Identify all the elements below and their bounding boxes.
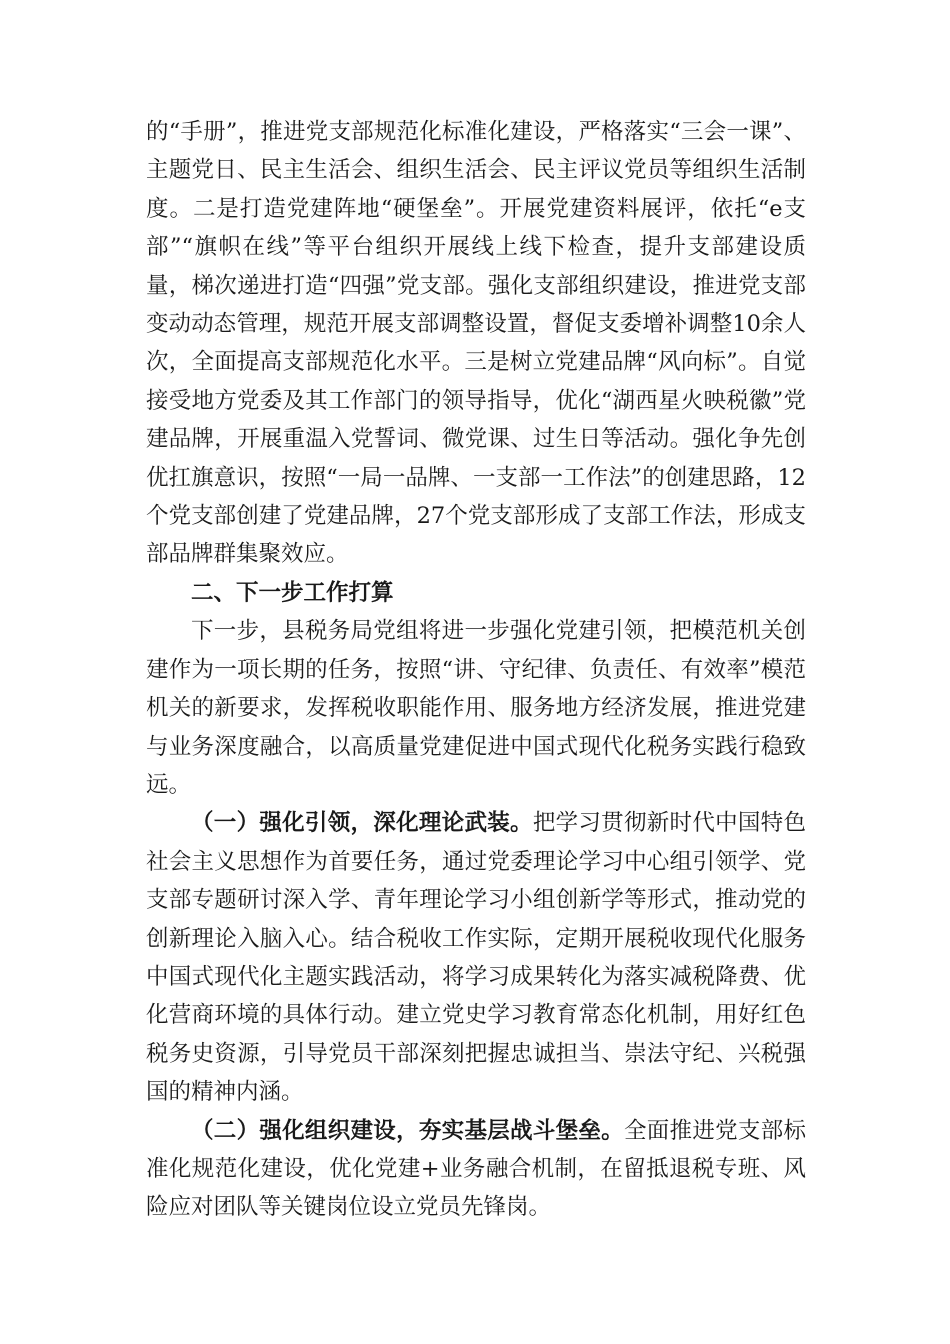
item-1-text: 把学习贯彻新时代中国特色社会主义思想作为首要任务，通过党委理论学习中心组引领学、党支部专题研讨深入学、青年理论学习小组创新学等形式，推动党的创新理论入脑入心。结合税收工作实际，定期开展税收现代化服务中国式现代化主题实践活动，将学习成果转化为落实减税降费、优化营商环境的具体行动。建立党史学习教育常态化机制，用好红色税务史资源，引导党员干部深刻把握忠诚担当、崇法守纪、兴税强国的精神内涵。	[146, 810, 806, 1106]
paragraph-item-2	[146, 1112, 806, 1227]
paragraph-continued: 的“手册”，推进党支部规范化标准化建设，严格落实“三会一课”、主题党日、民主生活会、组织生活会、民主评议党员等组织生活制度。二是打造党建阵地“硬堡垒”。开展党建资料展评，依托“e支部”“旗帜在线”等平台组织开展线上线下检查，提升支部建设质量，梯次递进打造“四强”党支部。强化支部组织建设，推进党支部变动动态管理，规范开展支部调整设置，督促支委增补调整10余人次，全面提高支部规范化水平。三是树立党建品牌“风向标”。自觉接受地方党委及其工作部门的领导指导，优化“湖西星火映税徽”党建品牌，开展重温入党誓词、微党课、过生日等活动。强化争先创优扛旗意识，按照“一局一品牌、一支部一工作法”的创建思路，12个党支部创建了党建品牌，27个党支部形成了支部工作法，形成支部品牌群集聚效应。	[146, 119, 806, 568]
paragraph-intro: 下一步，县税务局党组将进一步强化党建引领，把模范机关创建作为一项长期的任务，按照“讲、守纪律、负责任、有效率”模范机关的新要求，发挥税收职能作用、服务地方经济发展，推进党建与业务深度融合，以高质量党建促进中国式现代化税务实践行稳致远。	[146, 618, 806, 798]
section-heading: 二、下一步工作打算	[191, 579, 394, 606]
document-body	[146, 113, 806, 1227]
item-2-text: 全面推进党支部标准化规范化建设，优化党建+业务融合机制，在留抵退税专班、风险应对团队等关键岗位设立党员先锋岗。	[146, 1117, 806, 1221]
item-1-lead: （一）强化引领，深化理论武装。	[191, 810, 533, 837]
paragraph-item-1	[146, 804, 806, 1111]
item-2-lead: （二）强化组织建设，夯实基层战斗堡垒。	[191, 1117, 624, 1144]
